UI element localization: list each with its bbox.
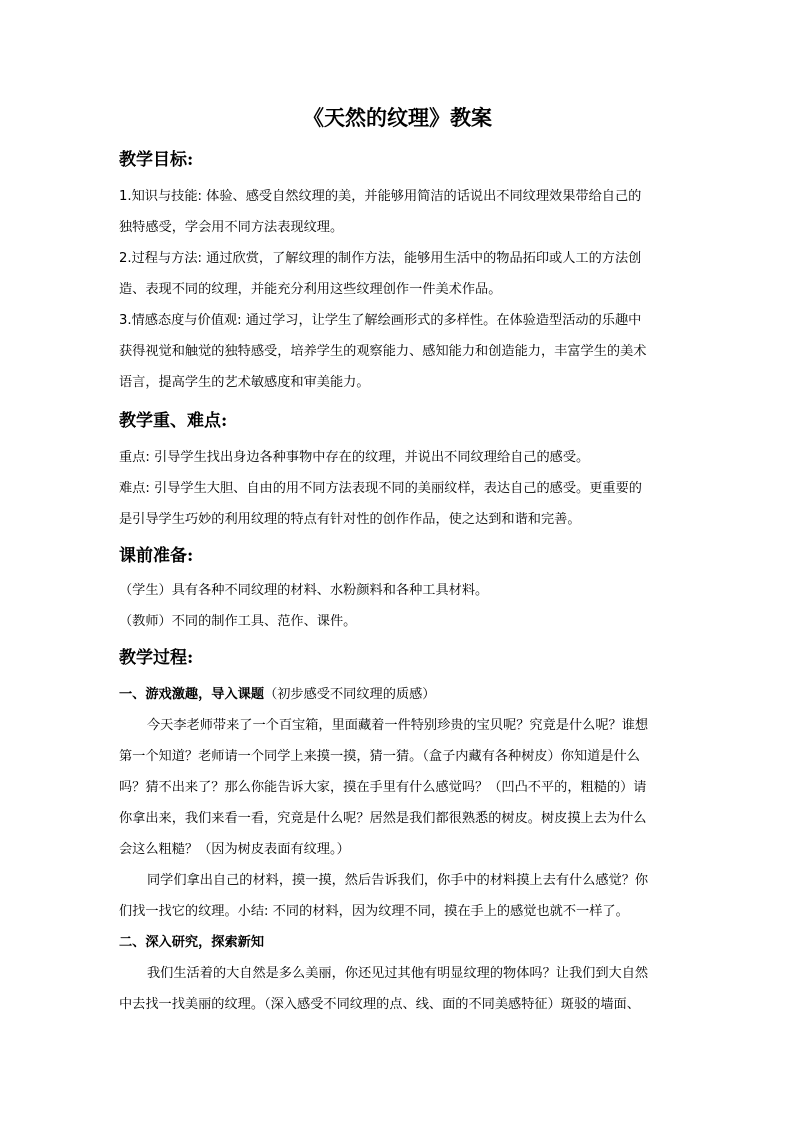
goal-2-line-1: 2.过程与方法: 通过欣赏，了解纹理的制作方法，能够用生活中的物品拓印或人工的方法创 [119, 251, 642, 266]
goal-1-line-1: 1.知识与技能: 体验、感受自然纹理的美，并能够用简洁的话说出不同纹理效果带给自己的 [119, 189, 642, 204]
step-1-note: （初步感受不同纹理的质感） [264, 687, 436, 702]
heading-preparation: 课前准备: [119, 546, 194, 566]
step-2-para-1-line-2: 中去找一找美丽的纹理。（深入感受不同纹理的点、线、面的不同美感特征）斑驳的墙面、 [119, 997, 640, 1012]
heading-goals: 教学目标: [119, 150, 194, 170]
key-point-line-1: 重点: 引导学生找出身边各种事物中存在的纹理，并说出不同纹理给自己的感受。 [119, 450, 590, 465]
heading-process: 教学过程: [119, 648, 194, 668]
step-1-para-2-line-2: 们找一找它的纹理。小结: 不同的材料，因为纹理不同，摸在手上的感觉也就不一样了。 [119, 904, 629, 919]
step-1-para-1-line-3: 吗？猜不出来了？那么你能告诉大家，摸在手里有什么感觉吗？（凹凸不平的，粗糙的）请 [119, 780, 647, 795]
step-1-heading [119, 679, 676, 710]
goal-3-line-3: 语言，提高学生的艺术敏感度和审美能力。 [119, 375, 370, 390]
key-point-line-2: 难点: 引导学生大胆、自由的用不同方法表现不同的美丽纹样，表达自己的感受。更重要的 [119, 481, 642, 496]
goal-2-line-2: 造、表现不同的纹理，并能充分利用这些纹理创作一件美术作品。 [119, 282, 502, 297]
goal-3-line-1: 3.情感态度与价值观: 通过学习，让学生了解绘画形式的多样性。在体验造型活动的乐趣中 [119, 313, 642, 328]
step-1-para-1-line-5: 会这么粗糙？（因为树皮表面有纹理。） [119, 842, 350, 857]
key-point-line-3: 是引导学生巧妙的利用纹理的特点有针对性的创作作品，使之达到和谐和完善。 [119, 512, 581, 527]
step-1-para-2-line-1: 同学们拿出自己的材料，摸一摸，然后告诉我们，你手中的材料摸上去有什么感觉？你 [147, 873, 649, 888]
step-2-para-1-line-1: 我们生活着的大自然是多么美丽，你还见过其他有明显纹理的物体吗？让我们到大自然 [147, 966, 649, 981]
preparation-line-2: （教师）不同的制作工具、范作、课件。 [119, 614, 357, 629]
document-title: 《天然的纹理》教案 [303, 105, 492, 130]
goal-3-line-2: 获得视觉和触觉的独特感受，培养学生的观察能力、感知能力和创造能力，丰富学生的美术 [119, 344, 647, 359]
step-1-para-1-line-1: 今天李老师带来了一个百宝箱，里面藏着一件特别珍贵的宝贝呢？究竟是什么呢？谁想 [147, 718, 649, 733]
step-1-para-1-line-4: 你拿出来，我们来看一看，究竟是什么呢？居然是我们都很熟悉的树皮。树皮摸上去为什么 [119, 811, 647, 826]
preparation-line-1: （学生）具有各种不同纹理的材料、水粉颜料和各种工具材料。 [119, 583, 489, 598]
step-1-para-1-line-2: 第一个知道？老师请一个同学上来摸一摸，猜一猜。（盒子内藏有各种树皮）你知道是什么 [119, 749, 640, 764]
step-1-title: 一、游戏激趣，导入课题 [119, 687, 265, 702]
step-2-title: 二、深入研究，探索新知 [119, 935, 265, 950]
heading-key-points: 教学重、难点: [119, 411, 228, 431]
goal-1-line-2: 独特感受，学会用不同方法表现纹理。 [119, 220, 344, 235]
